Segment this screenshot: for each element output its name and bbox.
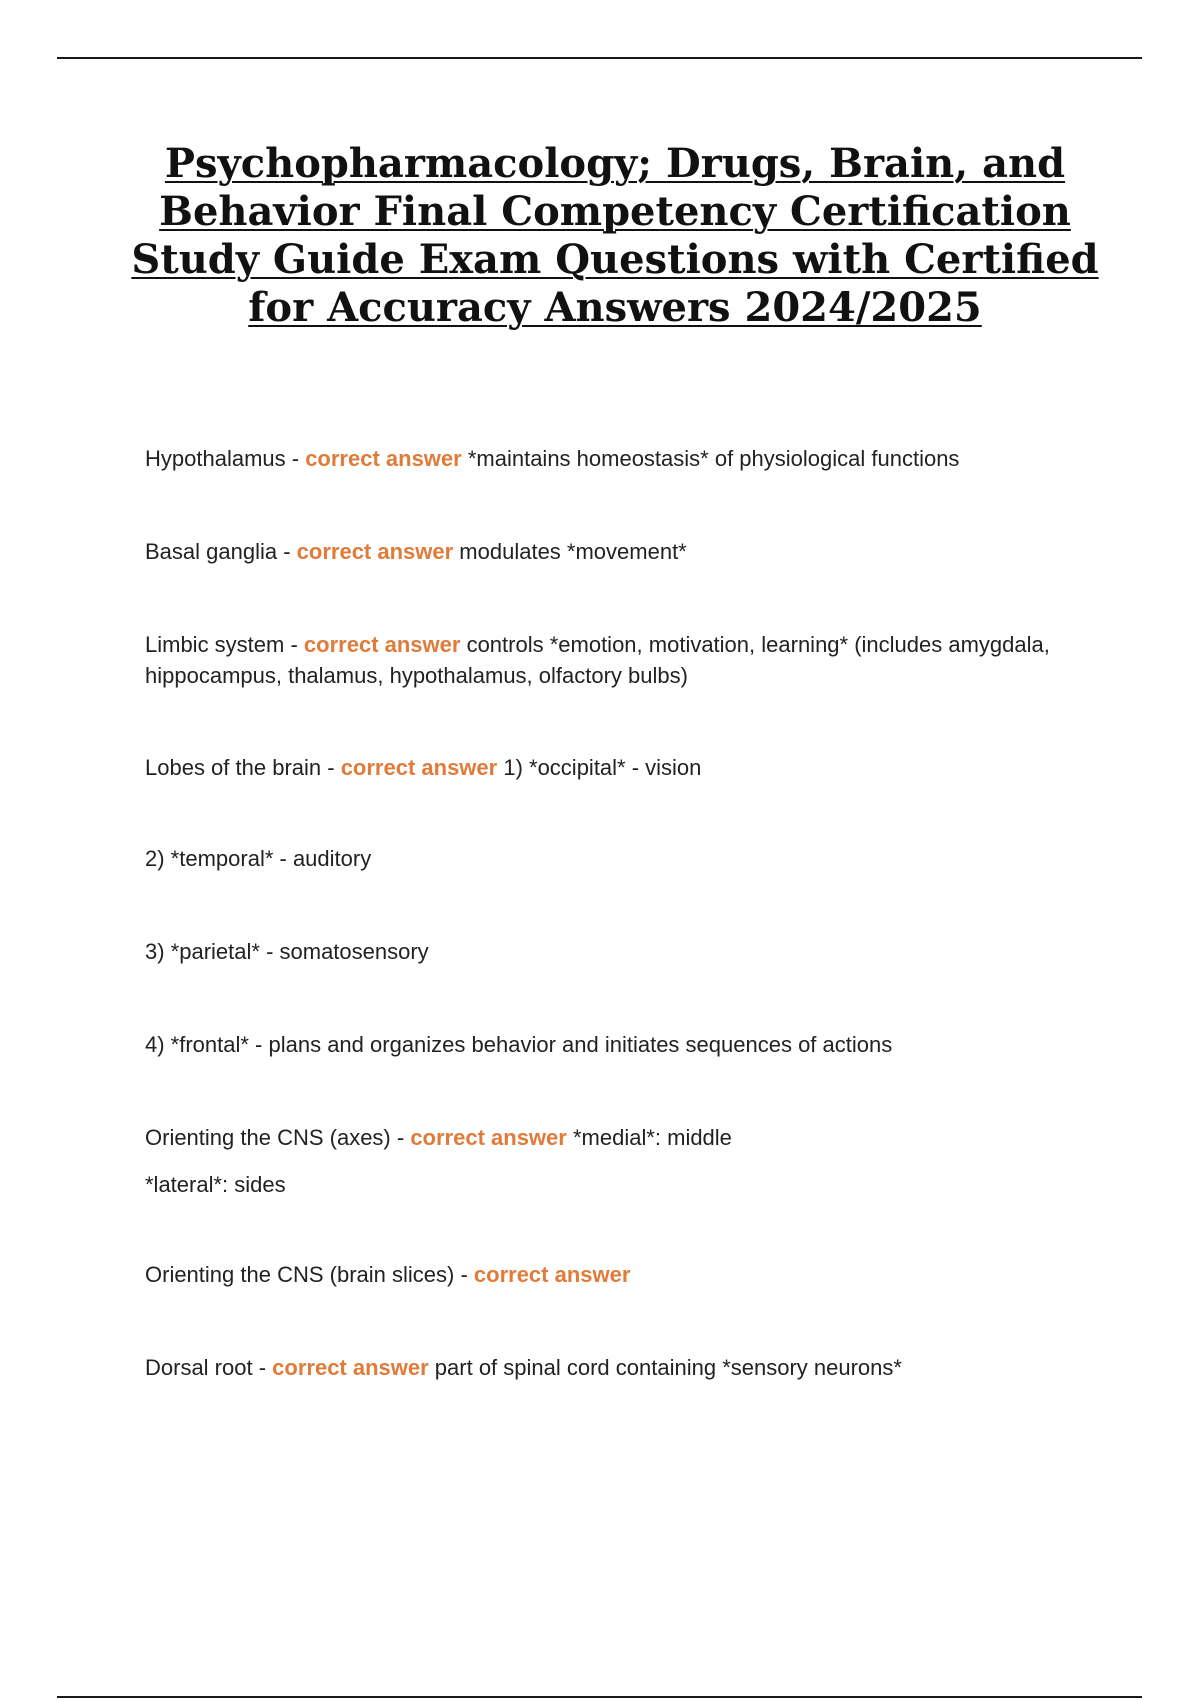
correct-answer-label: correct answer <box>473 1262 631 1287</box>
qa-item-dorsal-root <box>145 1352 1085 1383</box>
qa-item-frontal: 4) *frontal* - plans and organizes behavior and initiates sequences of actions <box>145 1032 893 1057</box>
qa-term: Orienting the CNS (brain slices) - <box>145 1262 474 1287</box>
qa-item-basal-ganglia <box>145 536 1085 567</box>
qa-answer: 1) *occipital* - vision <box>497 755 702 780</box>
top-divider <box>57 57 1142 59</box>
document-title: Psychopharmacology; Drugs, Brain, and Behavior Final Competency Certification Study Guide Exam Questions with Certified for Accuracy Answers 2024/2025 <box>131 140 1099 331</box>
qa-answer: *maintains homeostasis* of physiological functions <box>461 446 960 471</box>
qa-answer: modulates *movement* <box>453 539 687 564</box>
qa-answer: part of spinal cord containing *sensory neurons* <box>428 1355 902 1380</box>
qa-term: Basal ganglia - <box>145 539 297 564</box>
correct-answer-label: correct answer <box>410 1125 567 1150</box>
qa-item-hypothalamus <box>145 443 1085 474</box>
correct-answer-label: correct answer <box>303 632 461 657</box>
qa-term: Dorsal root - <box>145 1355 273 1380</box>
qa-term: Hypothalamus - <box>145 446 306 471</box>
qa-item-limbic-system <box>145 629 1085 691</box>
correct-answer-label: correct answer <box>272 1355 429 1380</box>
qa-item-orienting-brain-slices <box>145 1259 1085 1290</box>
qa-item-orienting-axes <box>145 1122 1085 1153</box>
bottom-divider <box>57 1696 1142 1698</box>
qa-item-lobes-of-the-brain <box>145 752 1085 783</box>
qa-item-parietal: 3) *parietal* - somatosensory <box>145 939 429 964</box>
qa-term: Orienting the CNS (axes) - <box>145 1125 411 1150</box>
qa-item-temporal: 2) *temporal* - auditory <box>145 846 372 871</box>
qa-answer: *medial*: middle <box>566 1125 732 1150</box>
correct-answer-label: correct answer <box>305 446 462 471</box>
correct-answer-label: correct answer <box>296 539 454 564</box>
correct-answer-label: correct answer <box>340 755 498 780</box>
qa-answer: controls *emotion, motivation, learning* (includes amygdala, hippocampus, thalamus, hypothalamus, olfactory bulbs) <box>145 632 1050 688</box>
qa-item-orienting-axes-extra: *lateral*: sides <box>145 1172 286 1197</box>
qa-term: Limbic system - <box>145 632 304 657</box>
qa-term: Lobes of the brain - <box>145 755 341 780</box>
